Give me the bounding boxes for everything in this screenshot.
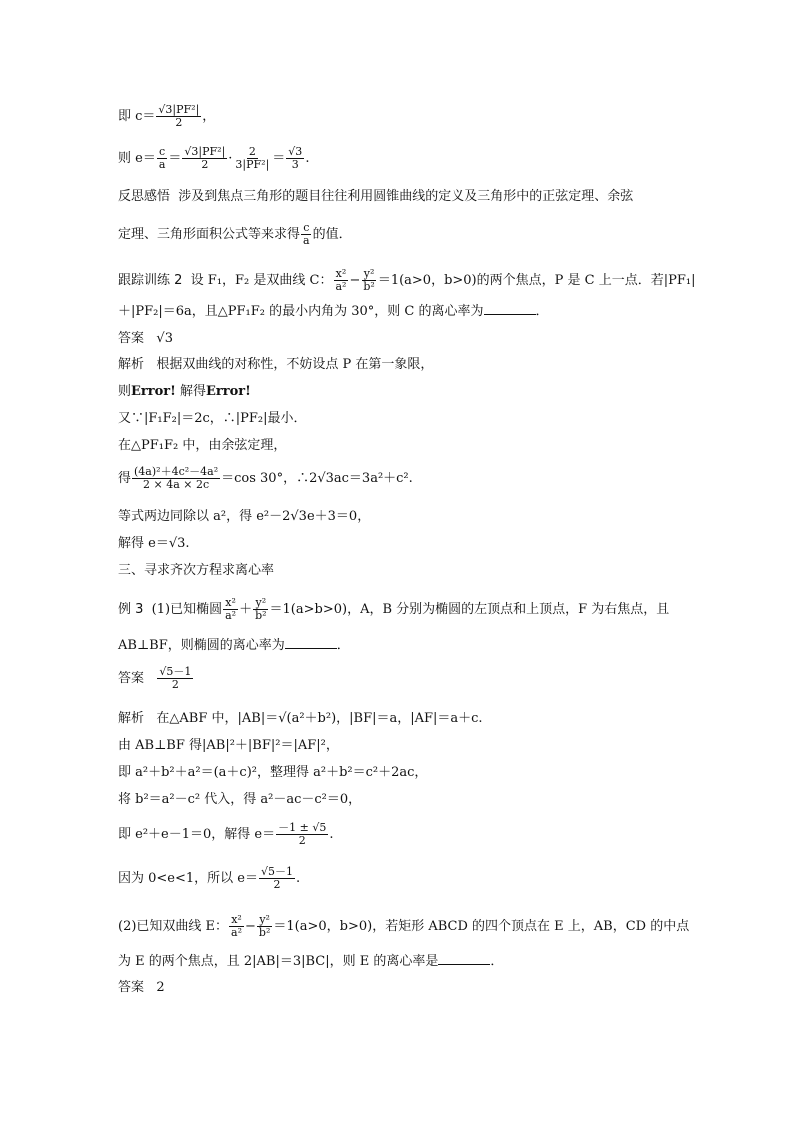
fraction (233, 146, 271, 171)
answer-label: 答案 (118, 331, 145, 346)
fraction (157, 146, 168, 171)
fraction (182, 146, 227, 171)
example3-line-2 (118, 636, 350, 655)
reflection-label: 反思感悟 (118, 189, 171, 204)
answer-3 (118, 979, 165, 997)
answer-value: √3 (156, 331, 173, 346)
text: ＝ (272, 151, 286, 166)
text: ＋ (239, 602, 253, 617)
answer-value: 2 (156, 980, 165, 995)
numerator: y² (363, 267, 375, 280)
text: . (305, 151, 310, 166)
text: 则 (118, 384, 132, 399)
fraction (253, 597, 268, 622)
numerator: x² (225, 596, 236, 609)
numerator: √5－1 (159, 665, 192, 678)
text: 定理、三角形面积公式等来求得 (118, 227, 301, 242)
text: 涉及到焦点三角形的题目往往利用圆锥曲线的定义及三角形中的正弦定理、余弦 (178, 189, 634, 204)
denominator: 2 (175, 116, 183, 129)
solution-6 (118, 508, 370, 526)
fraction (276, 822, 328, 847)
text: 即 e²＋e－1＝0，解得 e＝ (118, 827, 276, 842)
fraction (223, 597, 238, 622)
answer-blank (438, 952, 490, 965)
numerator: √3|PF²| (158, 103, 200, 116)
fraction (333, 268, 348, 293)
text: ． (336, 638, 350, 653)
text: ＝1(a>0，b>0)的两个焦点，P 是 C 上一点．若|PF₁| (377, 273, 696, 288)
solution-5 (118, 466, 413, 491)
error-text: Error! (131, 384, 176, 399)
solution2-1 (118, 710, 483, 728)
answer-blank (484, 302, 536, 315)
text: (1)已知椭圆 (151, 602, 223, 617)
denominator: 2 (298, 834, 306, 847)
text: · (228, 151, 233, 166)
numerator: √3|PF²| (184, 145, 226, 158)
denominator: a² (231, 926, 243, 939)
denominator: a² (225, 609, 237, 622)
denominator: b² (363, 280, 375, 293)
text: ＝1(a>b>0)，A，B 分别为椭圆的左顶点和上顶点，F 为右焦点，且 (269, 602, 670, 617)
denominator: 2 (273, 878, 281, 891)
fraction (157, 666, 193, 691)
denominator: b² (255, 609, 267, 622)
numerator: c (159, 145, 166, 158)
solution2-4 (118, 791, 361, 809)
text: 即 c＝ (118, 109, 156, 124)
text: 设 F₁，F₂ 是双曲线 C： (190, 273, 333, 288)
text: ． (490, 954, 504, 969)
solution2-2 (118, 737, 339, 755)
text: ＝cos 30°，∴2√3ac＝3a²＋c². (221, 471, 413, 486)
text: 解得 e＝√3. (118, 536, 190, 551)
answer-blank (285, 636, 337, 649)
text: − (245, 919, 256, 934)
solution2-3 (118, 764, 427, 782)
numerator: (4a)²＋4c²－4a² (134, 465, 219, 478)
example-label: 例 3 (118, 602, 144, 617)
denominator: a (158, 158, 166, 171)
example3-line-1 (118, 597, 669, 622)
numerator: √5－1 (260, 865, 293, 878)
text: 根据双曲线的对称性，不妨设点 P 在第一象限， (156, 357, 434, 372)
text: 则 e＝ (118, 151, 156, 166)
text: 将 b²＝a²－c² 代入，得 a²－ac－c²＝0， (118, 792, 362, 807)
text: 因为 0<e<1，所以 e＝ (118, 871, 258, 886)
reflection-line-1 (118, 188, 633, 206)
text: ＋|PF₂|＝6a，且△PF₁F₂ 的最小内角为 30°，则 C 的离心率为 (118, 304, 484, 319)
reflection-line-2 (118, 222, 352, 247)
numerator: c (303, 221, 310, 234)
fraction (301, 222, 312, 247)
text: 解得 (175, 384, 206, 399)
text: 即 a²＋b²＋a²＝(a＋c)²，整理得 a²＋b²＝c²＋2ac， (118, 765, 428, 780)
fraction (156, 104, 201, 129)
solution-7 (118, 535, 190, 553)
denominator: 2 (201, 158, 209, 171)
text: 又∵|F₁F₂|＝2c，∴|PF₂|最小． (118, 411, 307, 426)
text: . (296, 871, 301, 886)
section-title: 三、寻求齐次方程求离心率 (118, 563, 275, 578)
exercise-label: 跟踪训练 2 (118, 273, 183, 288)
denominator: 2 (171, 678, 179, 691)
denominator: a (303, 234, 310, 247)
fraction (361, 268, 376, 293)
fraction (257, 914, 272, 939)
example3-part2-line-1 (118, 914, 689, 939)
error-text: Error! (206, 384, 251, 399)
numerator: －1 ± √5 (278, 821, 327, 834)
numerator: x² (335, 267, 347, 280)
exercise-line-2 (118, 302, 549, 321)
answer-label: 答案 (118, 671, 145, 686)
text: − (349, 273, 361, 288)
numerator: √3 (288, 145, 303, 158)
text: 等式两边同除以 a²，得 e²－2√3e＋3＝0， (118, 509, 371, 524)
equation-c (118, 104, 215, 129)
text: 为 E 的两个焦点，且 2|AB|＝3|BC|，则 E 的离心率是 (118, 954, 439, 969)
text: 的值． (312, 227, 352, 242)
solution2-5 (118, 822, 333, 847)
solution-3 (118, 410, 307, 428)
text: 在△ABF 中，|AB|＝√(a²＋b²)，|BF|＝a，|AF|＝a＋c. (156, 711, 483, 726)
answer-1 (118, 330, 173, 348)
text: (2)已知双曲线 E： (118, 919, 229, 934)
exercise-line-1 (118, 268, 695, 293)
text: 得 (118, 471, 132, 486)
solution-4 (118, 437, 286, 455)
text: 由 AB⊥BF 得|AB|²＋|BF|²＝|AF|²， (118, 738, 339, 753)
denominator: b² (258, 926, 271, 939)
text: ＝ (168, 151, 182, 166)
answer-2 (118, 666, 194, 691)
text: 在△PF₁F₂ 中，由余弦定理， (118, 438, 287, 453)
denominator: 2 × 4a × 2c (142, 478, 210, 491)
fraction (259, 866, 295, 891)
example3-part2-line-2 (118, 952, 503, 971)
text: . (329, 827, 334, 842)
solution2-6 (118, 866, 300, 891)
fraction (132, 466, 220, 491)
numerator: 2 (248, 145, 256, 158)
text: AB⊥BF，则椭圆的离心率为 (118, 638, 285, 653)
solution-2 (118, 383, 251, 401)
solution-label: 解析 (118, 711, 145, 726)
section-heading (118, 562, 274, 580)
numerator: y² (255, 596, 267, 609)
numerator: y² (259, 913, 270, 926)
text: ＝1(a>0，b>0)，若矩形 ABCD 的四个顶点在 E 上，AB，CD 的中点 (273, 919, 690, 934)
text: ． (535, 304, 549, 319)
fraction (229, 914, 244, 939)
denominator: a² (335, 280, 347, 293)
answer-label: 答案 (118, 980, 145, 995)
solution-label: 解析 (118, 357, 145, 372)
text: ， (202, 109, 216, 124)
equation-e (118, 146, 309, 171)
solution-1 (118, 356, 433, 374)
denominator: 3|PF²| (235, 158, 270, 171)
fraction (286, 146, 304, 171)
numerator: x² (231, 913, 242, 926)
denominator: 3 (291, 158, 299, 171)
